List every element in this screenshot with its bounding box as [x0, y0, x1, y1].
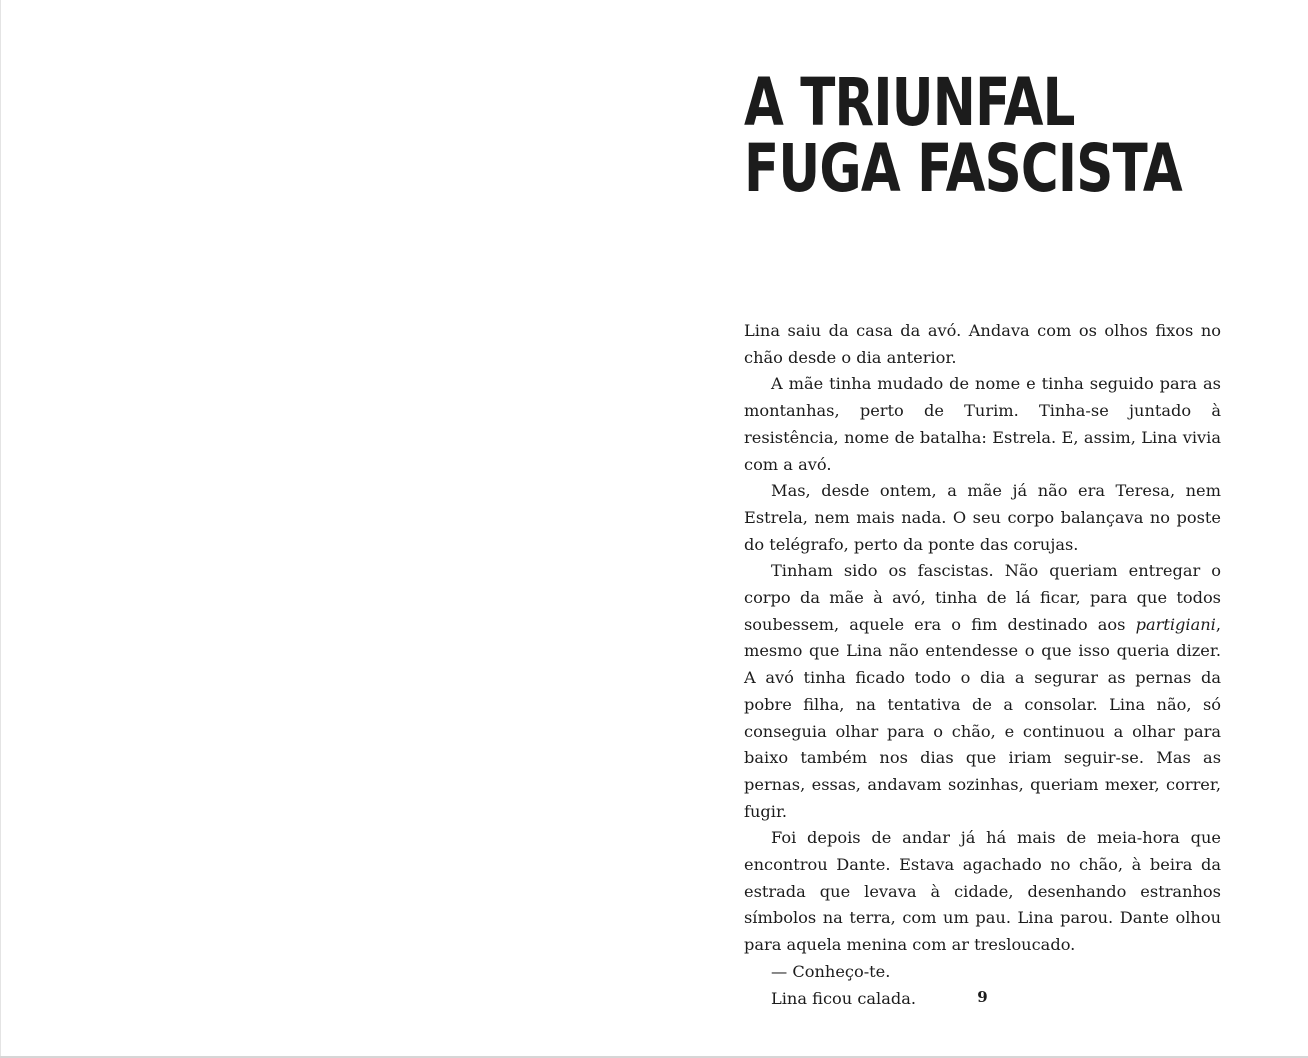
paragraph: Foi depois de andar já há mais de meia-hora que encontrou Dante. Estava agachado no chão, à beira da estrada que levava à cidade, desenhando estranhos símbolos na terra, com um pau. Lina parou. Dante olhou para aquela menina com ar tresloucado. — [744, 828, 1221, 955]
chapter-title — [744, 64, 1183, 207]
paragraph-text: , mesmo que Lina não entendesse o que isso queria dizer. A avó tinha ficado todo o dia a segurar as pernas da pobre filha, na tentativa de a consolar. Lina não, só conseguia olhar para o chão, e continuou a olhar para baixo também nos dias que iriam seguir-se. Mas as pernas, essas, andavam sozinhas, queriam mexer, correr, fugir. — [744, 614, 1221, 821]
left-page-blank — [0, 0, 654, 1056]
page-number: 9 — [977, 988, 988, 1006]
chapter-title-line-1: A TRIUNFAL — [744, 64, 1075, 141]
paragraph: Lina ficou calada. — [771, 988, 917, 1008]
paragraph: A mãe tinha mudado de nome e tinha seguido para as montanhas, perto de Turim. Tinha-se juntado à resistência, nome de batalha: Estrela. E, assim, Lina vivia com a avó. — [744, 374, 1221, 474]
chapter-body — [744, 318, 1221, 1012]
right-page — [654, 0, 1308, 1056]
dialogue-line: — Conheço-te. — [771, 961, 891, 981]
paragraph: Lina saiu da casa da avó. Andava com os olhos fixos no chão desde o dia anterior. — [744, 321, 1221, 367]
italic-term: partigiani — [1135, 614, 1216, 634]
paragraph — [744, 558, 1221, 825]
chapter-title-line-2: FUGA FASCISTA — [744, 130, 1183, 207]
paragraph: Mas, desde ontem, a mãe já não era Teresa, nem Estrela, nem mais nada. O seu corpo balançava no poste do telégrafo, perto da ponte das corujas. — [744, 481, 1221, 554]
paragraph-text: Tinham sido os fascistas. Não queriam entregar o corpo da mãe à avó, tinha de lá ficar, para que todos soubessem, aquele era o fim destinado aos — [744, 561, 1221, 634]
